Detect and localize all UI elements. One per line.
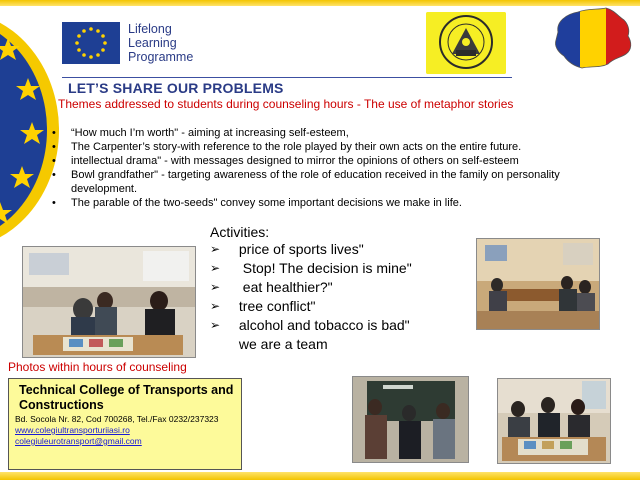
theme-item: • intellectual drama" - with messages designed to mirror the opinions of others on self-esteem: [52, 154, 612, 168]
eu-stars-circle-decoration: [0, 10, 60, 250]
romania-map-flag-icon: [552, 6, 634, 72]
theme-item: • The parable of the two-seeds" convey some important decisions we make in life.: [52, 196, 612, 210]
counseling-photo-blackboard: [352, 376, 469, 463]
lifelong-learning-logo: [62, 22, 212, 66]
counseling-photo-table: [497, 378, 611, 464]
eu-flag-icon: [62, 22, 120, 64]
page-subtitle: Themes addressed to students during counseling hours - The use of metaphor stories: [58, 97, 514, 111]
arrow-bullet-icon: ➢: [210, 318, 221, 332]
counseling-photo-classroom: [22, 246, 196, 358]
counseling-photo-room: [476, 238, 600, 330]
page-title: LET’S SHARE OUR PROBLEMS: [68, 80, 284, 96]
college-name: Technical College of Transports and Constructions: [19, 383, 234, 412]
photo-caption: Photos within hours of counseling: [8, 360, 187, 374]
activity-item: ➢ tree conflict": [210, 298, 316, 314]
college-address: Bd. Socola Nr. 82, Cod 700268, Tel./Fax 0232/237323: [15, 414, 219, 424]
theme-item: • The Carpenter’s story-with reference to the role played by their own acts on the entire future.: [52, 140, 612, 154]
themes-list: [52, 126, 612, 210]
activity-item: ➢ Stop! The decision is mine": [210, 260, 412, 276]
header-divider: [62, 77, 512, 78]
activities-list: [210, 240, 412, 354]
arrow-bullet-icon: ➢: [210, 280, 221, 294]
activity-item: ➢ price of sports lives": [210, 241, 364, 257]
llp-logo-text: Lifelong Learning Programme: [128, 22, 194, 64]
school-emblem-logo: [426, 12, 506, 74]
bottom-gold-bar: [0, 472, 640, 480]
theme-item: • Bowl grandfather" - targeting awareness of the role of education received in the family on personality development.: [52, 168, 612, 196]
activities-heading: Activities:: [210, 224, 270, 240]
website-link[interactable]: www.colegiultransporturiiasi.ro: [15, 425, 130, 435]
activity-item: ➢ eat healthier?": [210, 279, 333, 295]
contact-box: [8, 378, 242, 470]
arrow-bullet-icon: ➢: [210, 242, 221, 256]
activity-item: we are a team: [235, 336, 328, 352]
theme-item: • “How much I’m worth" - aiming at increasing self-esteem,: [52, 126, 612, 140]
activity-item: ➢ alcohol and tobacco is bad": [210, 317, 410, 333]
email-link[interactable]: colegiuleurotransport@gmail.com: [15, 436, 142, 446]
arrow-bullet-icon: ➢: [210, 261, 221, 275]
arrow-bullet-icon: ➢: [210, 299, 221, 313]
top-gold-bar: [0, 0, 640, 6]
